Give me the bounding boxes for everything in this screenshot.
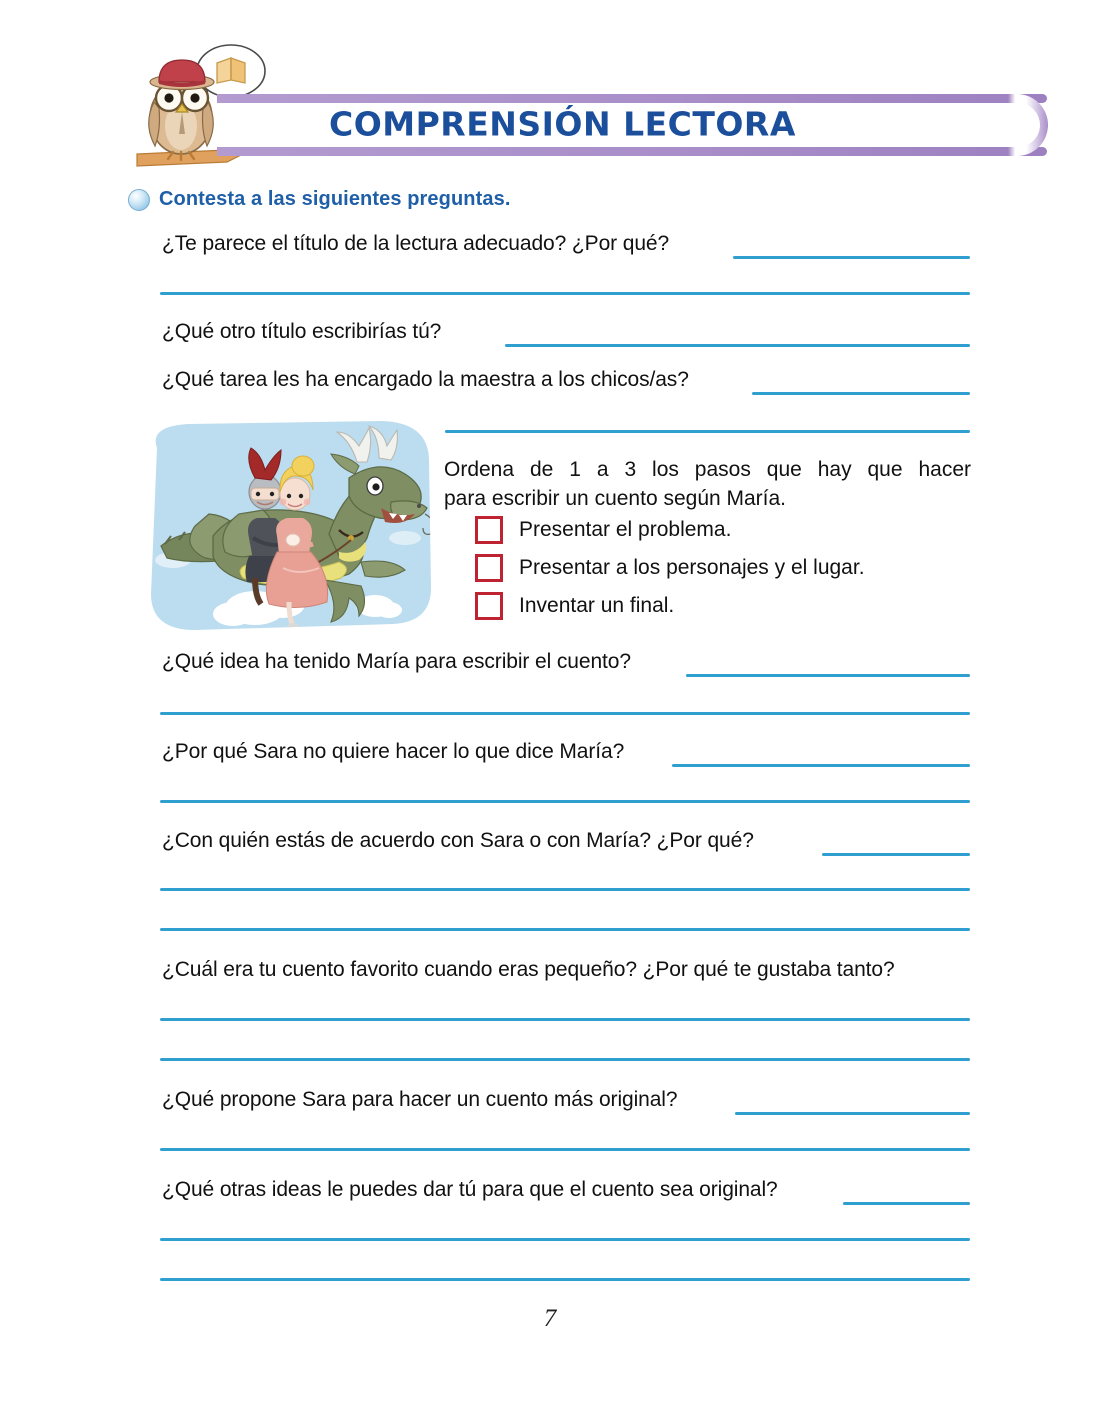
- answer-line[interactable]: [733, 256, 970, 259]
- answer-line[interactable]: [160, 1148, 970, 1151]
- order-checkbox-1[interactable]: [475, 516, 503, 544]
- question-6-text: ¿Con quién estás de acuerdo con Sara o con María? ¿Por qué?: [162, 829, 754, 852]
- order-checkbox-2[interactable]: [475, 554, 503, 582]
- page-title: COMPRENSIÓN LECTORA: [329, 104, 796, 144]
- question-4-text: ¿Qué idea ha tenido María para escribir el cuento?: [162, 650, 631, 673]
- ordering-instruction-line-2: para escribir un cuento según María.: [444, 487, 787, 510]
- answer-line[interactable]: [505, 344, 970, 347]
- question-2-text: ¿Qué otro título escribirías tú?: [162, 320, 442, 343]
- ordering-option-row-3[interactable]: [475, 592, 674, 620]
- answer-line[interactable]: [735, 1112, 970, 1115]
- ordering-option-label-1: Presentar el problema.: [519, 518, 732, 541]
- question-9-text: ¿Qué otras ideas le puedes dar tú para que el cuento sea original?: [162, 1178, 778, 1201]
- question-3-text: ¿Qué tarea les ha encargado la maestra a los chicos/as?: [162, 368, 689, 391]
- answer-line[interactable]: [160, 1018, 970, 1021]
- question-5-text: ¿Por qué Sara no quiere hacer lo que dice María?: [162, 740, 625, 763]
- banner-bottom-border: [217, 147, 1047, 156]
- open-book-icon: [217, 58, 245, 83]
- answer-line[interactable]: [160, 1278, 970, 1281]
- answer-line[interactable]: [672, 764, 970, 767]
- question-8-text: ¿Qué propone Sara para hacer un cuento más original?: [162, 1088, 678, 1111]
- ordering-option-label-3: Inventar un final.: [519, 594, 675, 617]
- question-7-text: ¿Cuál era tu cuento favorito cuando eras pequeño? ¿Por qué te gustaba tanto?: [162, 958, 895, 981]
- answer-line[interactable]: [686, 674, 970, 677]
- page-number: 7: [543, 1305, 557, 1332]
- answer-line[interactable]: [160, 800, 970, 803]
- section-heading: [128, 188, 510, 211]
- section-heading-label: Contesta a las siguientes preguntas.: [159, 188, 511, 210]
- answer-line[interactable]: [160, 712, 970, 715]
- answer-line[interactable]: [445, 430, 970, 433]
- answer-line[interactable]: [160, 1058, 970, 1061]
- question-1-text: ¿Te parece el título de la lectura adecuado? ¿Por qué?: [162, 232, 670, 255]
- answer-line[interactable]: [160, 1238, 970, 1241]
- page-header: [135, 38, 975, 173]
- banner-top-border: [217, 94, 1047, 103]
- ordering-instruction: [444, 455, 971, 513]
- ordering-option-label-2: Presentar a los personajes y el lugar.: [519, 556, 865, 579]
- answer-line[interactable]: [822, 853, 970, 856]
- title-banner: [217, 94, 1047, 156]
- order-checkbox-3[interactable]: [475, 592, 503, 620]
- ordering-option-row-2[interactable]: [475, 554, 865, 582]
- ordering-instruction-line-1: Ordena de 1 a 3 los pasos que hay que hacer: [444, 458, 971, 481]
- ordering-option-row-1[interactable]: [475, 516, 731, 544]
- answer-line[interactable]: [752, 392, 970, 395]
- dragon-knight-princess-illustration: [143, 418, 435, 640]
- answer-line[interactable]: [160, 292, 970, 295]
- answer-line[interactable]: [160, 928, 970, 931]
- answer-line[interactable]: [160, 888, 970, 891]
- blue-sphere-bullet-icon: [128, 189, 150, 211]
- answer-line[interactable]: [843, 1202, 970, 1205]
